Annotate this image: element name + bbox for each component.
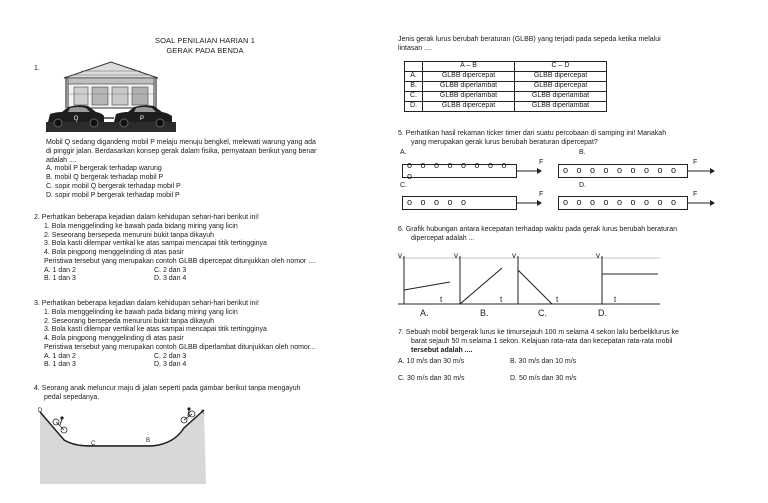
right-stem-line-1: Jenis gerak lurus berubah beraturan (GLBB) yang terjadi pada sepeda ketika melalui bbox=[398, 36, 661, 43]
table-cell: A. bbox=[405, 72, 423, 82]
title-line-2: GERAK PADA BENDA bbox=[166, 46, 244, 56]
force-label: F bbox=[693, 159, 698, 166]
q1-option-c: C. sopir mobil Q bergerak terhadap mobil P bbox=[46, 182, 181, 190]
q3-item-4: 4. Bola pingpong menggelinding di atas pasir bbox=[44, 335, 184, 342]
table-cell: GLBB dipercepat bbox=[515, 82, 607, 92]
axis-t-label: t bbox=[614, 295, 617, 304]
q5-label-c: C. bbox=[400, 182, 407, 189]
q2-item-4: 4. Bola pingpong menggelinding di atas pasir bbox=[44, 249, 184, 256]
ticker-tape-a: o o o o o o o o o bbox=[402, 164, 517, 178]
arrow-head-icon bbox=[710, 168, 715, 174]
axis-v-label: v bbox=[596, 251, 600, 260]
point-c-label: C bbox=[91, 441, 96, 447]
q1-illustration bbox=[46, 58, 176, 132]
q3-item-2: 2. Seseorang bersepeda menuruni bukit tanpa dikayuh bbox=[44, 317, 215, 325]
q1-block bbox=[46, 139, 316, 200]
force-arrows-left bbox=[517, 155, 557, 215]
table-header-cell: A – B bbox=[423, 62, 515, 72]
title-line-1: SOAL PENILAIAN HARIAN 1 bbox=[155, 36, 255, 45]
axis-t-label: t bbox=[500, 295, 503, 304]
table-cell: GLBB dipercepat bbox=[515, 72, 607, 82]
q5-stem-line-2: yang merupakan gerak lurus berubah beraturan dipercepat? bbox=[411, 138, 598, 146]
point-b-label: B bbox=[146, 438, 151, 444]
q4-track-illustration bbox=[34, 404, 224, 484]
table-row bbox=[405, 72, 607, 82]
q3-stem: 3. Perhatikan beberapa kejadian dalam kehidupan sehari-hari berikut ini! bbox=[34, 300, 259, 307]
q2-option-c: C. 2 dan 3 bbox=[154, 266, 187, 274]
graph-b bbox=[454, 251, 503, 304]
ticker-tape-d: o o o o o o o o o bbox=[558, 196, 688, 210]
force-label: F bbox=[539, 191, 544, 198]
ticker-tape-b: o o o o o o o o o bbox=[558, 164, 688, 178]
table-header-cell: C – D bbox=[515, 62, 607, 72]
graph-c bbox=[512, 251, 559, 304]
page-title bbox=[110, 36, 300, 56]
graph-label-a: A. bbox=[420, 308, 429, 318]
q2-option-d: D. 3 dan 4 bbox=[154, 275, 187, 283]
table-cell: B. bbox=[405, 82, 423, 92]
q1-stem-line-3: adalah .... bbox=[46, 156, 77, 164]
graph-label-b: B. bbox=[480, 308, 489, 318]
axis-t-label: t bbox=[556, 295, 559, 304]
q1-stem-line-2: di pinggir jalan. Berdasarkan konsep gerak dalam fisika, pernyataan berikut yang benar bbox=[46, 147, 317, 155]
q6-stem bbox=[398, 226, 677, 244]
q5-label-b: B. bbox=[579, 149, 586, 156]
table-cell: GLBB dipercepat bbox=[423, 72, 515, 82]
glbb-answer-table bbox=[404, 61, 607, 112]
q3-item-3: 3. Bola kasti dilempar vertikal ke atas sampai mencapai titik tertingginya bbox=[44, 326, 267, 334]
q7-stem-line-3: tersebut adalah .... bbox=[411, 346, 473, 354]
q2-option-b: B. 1 dan 3 bbox=[44, 275, 76, 283]
q3-question: Peristiwa tersebut yang merupakan contoh GLBB diperlambat ditunjukkan oleh nomor... bbox=[44, 343, 316, 351]
q1-number: 1. bbox=[34, 65, 40, 72]
table-row bbox=[405, 82, 607, 92]
point-d-label: D bbox=[38, 408, 43, 414]
car-p-label: P bbox=[139, 116, 145, 122]
force-arrows-right bbox=[688, 155, 728, 215]
q3-option-c: C. 2 dan 3 bbox=[154, 352, 187, 360]
right-stem-line-2: lintasan .... bbox=[398, 44, 432, 52]
q7-stem-line-1: 7. Sebuah mobil bergerak lurus ke timursejauh 100 m selama 4 sekon lalu berbeliklurus ke bbox=[398, 329, 679, 336]
q4-stem-line-2: pedal sepedanya. bbox=[44, 393, 100, 401]
q3-item-1: 1. Bola menggelinding ke bawah pada bidang miring yang licin bbox=[44, 308, 238, 316]
q7-stem-line-2: barat sejauh 50 m selama 1 sekon. Kelajuan rata-rata dan kecepatan rata-rata mobil bbox=[411, 337, 673, 345]
table-cell: GLBB diperlambat bbox=[423, 92, 515, 102]
graph-d bbox=[596, 251, 658, 304]
table-cell: GLBB diperlambat bbox=[515, 102, 607, 112]
axis-t-label: t bbox=[440, 295, 443, 304]
q2-option-a: A. 1 dan 2 bbox=[44, 266, 76, 274]
q7-option-a: A. 10 m/s dan 30 m/s bbox=[398, 358, 465, 365]
q6-graphs bbox=[396, 250, 666, 318]
axis-v-label: v bbox=[398, 251, 402, 260]
graph-label-c: C. bbox=[538, 308, 547, 318]
q3-block bbox=[34, 300, 316, 370]
q2-item-3: 3. Bola kasti dilempar vertikal ke atas sampai mencapai titik tertingginya bbox=[44, 240, 267, 248]
q5-label-d: D. bbox=[579, 182, 586, 189]
q2-item-2: 2. Seseorang bersepeda menuruni bukit tanpa dikayuh bbox=[44, 231, 215, 239]
graph-label-d: D. bbox=[598, 308, 607, 318]
q5-stem-line-1: 5. Perhatikan hasil rekaman ticker timer dari suatu percobaan di samping ini! Manakah bbox=[398, 130, 667, 137]
q6-stem-line-1: 6. Grafik hubungan antara kecepatan terhadap waktu pada gerak lurus berubah beraturan bbox=[398, 226, 678, 233]
q3-option-b: B. 1 dan 3 bbox=[44, 361, 76, 369]
q3-option-a: A. 1 dan 2 bbox=[44, 352, 76, 360]
q7-option-c: C. 30 m/s dan 30 m/s bbox=[398, 375, 465, 382]
table-cell: GLBB dipercepat bbox=[423, 102, 515, 112]
q2-block bbox=[34, 214, 316, 284]
table-cell: C. bbox=[405, 92, 423, 102]
q7-option-d: D. 50 m/s dan 30 m/s bbox=[510, 375, 577, 382]
force-label: F bbox=[693, 191, 698, 198]
q1-stem-line-1: Mobil Q sedang digandeng mobil P melaju menuju bengkel, melewati warung yang ada bbox=[46, 139, 316, 146]
ticker-tape-c: o o o o o bbox=[402, 196, 517, 210]
q2-stem: 2. Perhatikan beberapa kejadian dalam kehidupan sehari-hari berikut ini! bbox=[34, 214, 259, 221]
arrow-head-icon bbox=[537, 168, 542, 174]
q4-stem-line-1: 4. Seorang anak meluncur maju di jalan seperti pada gambar berikut tanpa mengayuh bbox=[34, 385, 301, 392]
arrow-head-icon bbox=[537, 200, 542, 206]
q1-option-d: D. sopir mobil P bergerak terhadap mobil P bbox=[46, 191, 180, 199]
q5-stem bbox=[398, 130, 666, 148]
workshop-building bbox=[64, 62, 158, 108]
q2-item-1: 1. Bola menggelinding ke bawah pada bidang miring yang licin bbox=[44, 222, 238, 230]
point-a-label: A bbox=[200, 410, 205, 416]
graph-a bbox=[398, 251, 450, 304]
q3-option-d: D. 3 dan 4 bbox=[154, 361, 187, 369]
q7-stem bbox=[398, 329, 679, 355]
table-header-row bbox=[405, 62, 607, 72]
arrow-head-icon bbox=[710, 200, 715, 206]
force-label: F bbox=[539, 159, 544, 166]
right-question-stem bbox=[398, 36, 661, 54]
table-cell: GLBB diperlambat bbox=[423, 82, 515, 92]
q2-question: Peristiwa tersebut yang merupakan contoh GLBB dipercepat ditunjukkan oleh nomor .... bbox=[44, 257, 316, 265]
table-row bbox=[405, 102, 607, 112]
q1-option-a: A. mobil P bergerak terhadap warung bbox=[46, 165, 162, 173]
q6-stem-line-2: dipercepat adalah ... bbox=[411, 234, 475, 242]
q5-label-a: A. bbox=[400, 149, 407, 156]
car-q-label: Q bbox=[73, 116, 79, 122]
table-cell: GLBB diperlambat bbox=[515, 92, 607, 102]
table-header-cell bbox=[405, 62, 423, 72]
axis-v-label: v bbox=[454, 251, 458, 260]
q7-option-b: B. 30 m/s dan 10 m/s bbox=[510, 358, 577, 365]
table-cell: D. bbox=[405, 102, 423, 112]
q1-option-b: B. mobil Q bergerak terhadap mobil P bbox=[46, 174, 164, 181]
table-row bbox=[405, 92, 607, 102]
q4-block bbox=[34, 385, 301, 403]
axis-v-label: v bbox=[512, 251, 516, 260]
